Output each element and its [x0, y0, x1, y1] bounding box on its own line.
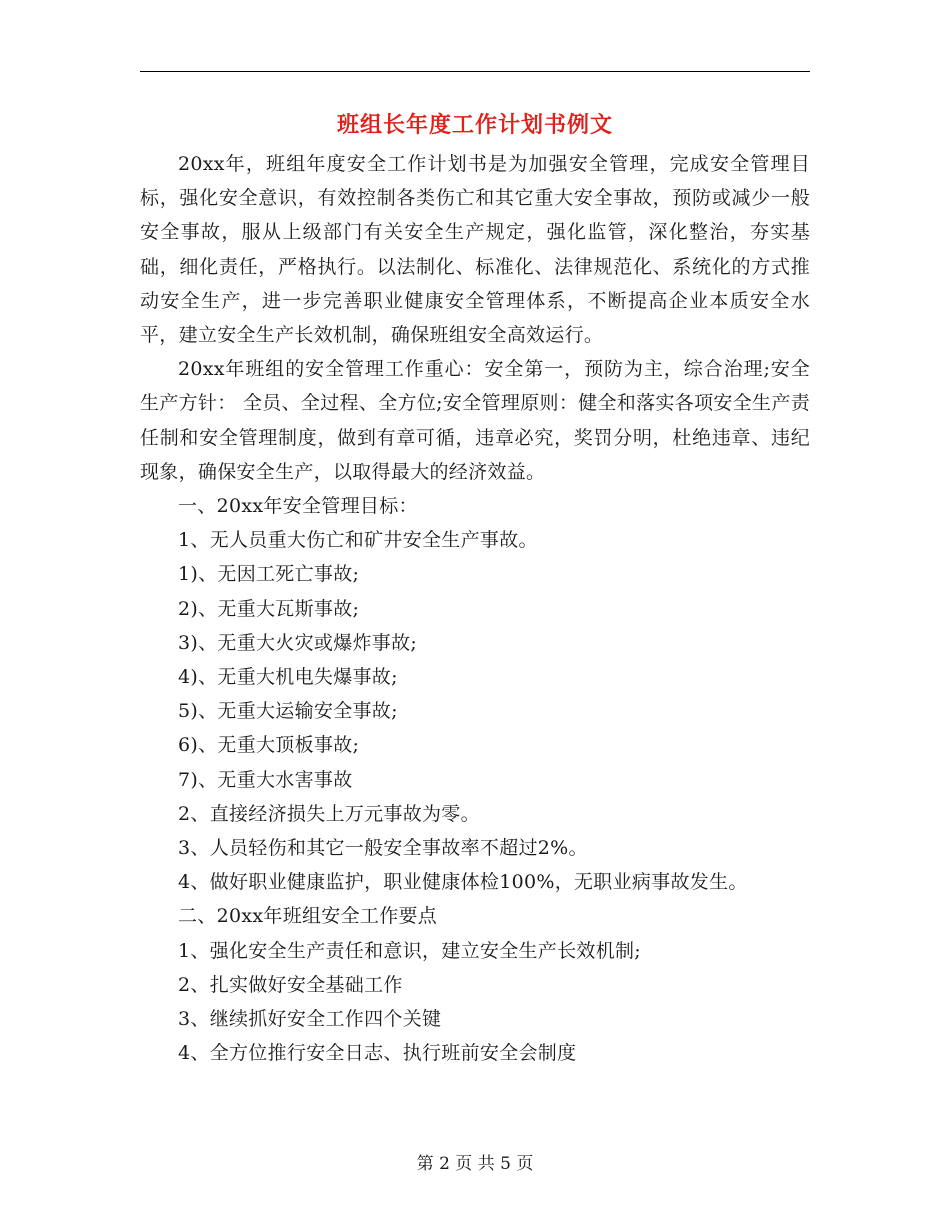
- list-item: 2、直接经济损失上万元事故为零。: [178, 802, 480, 825]
- document-title: 班组长年度工作计划书例文: [336, 112, 613, 138]
- list-item: 4、全方位推行安全日志、执行班前安全会制度: [178, 1042, 577, 1065]
- list-item: 6)、无重大顶板事故;: [178, 734, 360, 757]
- list-item: 1)、无因工死亡事故;: [178, 563, 360, 586]
- list-item: 3)、无重大火灾或爆炸事故;: [178, 631, 418, 654]
- paragraph-focus: 20xx年班组的安全管理工作重心：安全第一，预防为主，综合治理;安全生产方针： 全员、全过程、全方位;安全管理原则：健全和落实各项安全生产责任制和安全管理制度，做到有章可循，违章必究，奖罚分明，杜绝违章、违纪现象，确保安全生产，以取得最大的经济效益。: [140, 358, 810, 483]
- list-item: 1、无人员重大伤亡和矿井安全生产事故。: [178, 529, 538, 552]
- list-item: 2)、无重大瓦斯事故;: [178, 597, 360, 620]
- list-item: 2、扎实做好安全基础工作: [178, 973, 403, 996]
- paragraph-intro: 20xx年，班组年度安全工作计划书是为加强安全管理，完成安全管理目标，强化安全意识，有效控制各类伤亡和其它重大安全事故，预防或减少一般安全事故，服从上级部门有关安全生产规定，强化监管，深化整治，夯实基础，细化责任，严格执行。以法制化、标准化、法律规范化、系统化的方式推动安全生产，进一步完善职业健康安全管理体系，不断提高企业本质安全水平，建立安全生产长效机制，确保班组安全高效运行。: [140, 153, 810, 347]
- document-body: [140, 147, 810, 1070]
- list-item: 7)、无重大水害事故: [178, 768, 353, 791]
- section-heading-goals: 一、20xx年安全管理目标：: [178, 495, 418, 518]
- section-heading-key-points: 二、20xx年班组安全工作要点: [178, 905, 438, 928]
- header-rule: [140, 71, 810, 72]
- list-item: 1、强化安全生产责任和意识，建立安全生产长效机制;: [178, 939, 641, 962]
- list-item: 3、继续抓好安全工作四个关键: [178, 1008, 442, 1031]
- list-item: 5)、无重大运输安全事故;: [178, 700, 398, 723]
- page-number-footer: 第 2 页 共 5 页: [416, 1154, 534, 1174]
- list-item: 4、做好职业健康监护，职业健康体检100%，无职业病事故发生。: [178, 871, 748, 894]
- list-item: 4)、无重大机电失爆事故;: [178, 666, 398, 689]
- list-item: 3、人员轻伤和其它一般安全事故率不超过2%。: [178, 837, 588, 860]
